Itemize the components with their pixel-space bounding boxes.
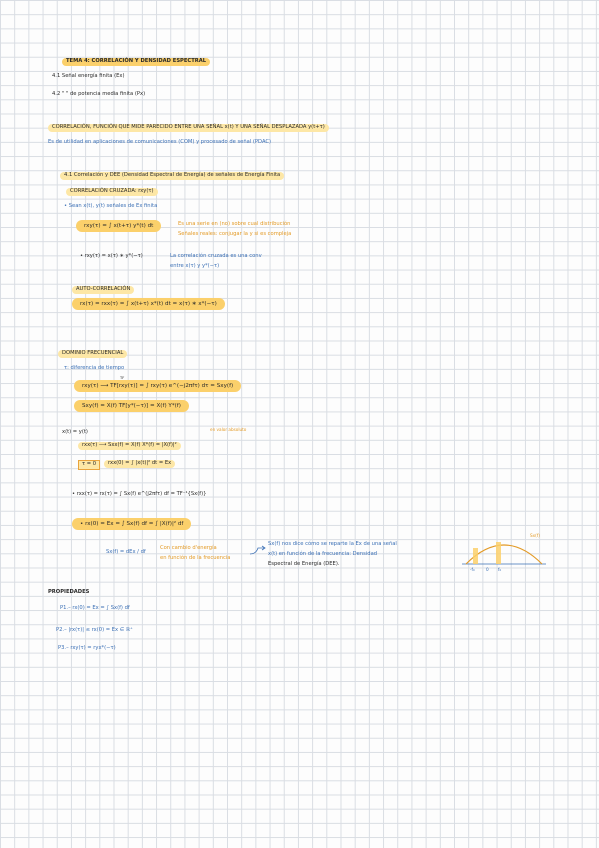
correlation-definition: CORRELACIÓN, FUNCIÓN QUE MIDE PARECIDO ENTRE UNA SEÑAL x(t) Y UNA SEÑAL DESPLAZADA y(t+τ) (48, 124, 329, 132)
cross-correlation-title: CORRELACIÓN CRUZADA: rxy(τ) (66, 188, 158, 196)
band-right (496, 542, 501, 564)
frequency-domain-title: DOMINIO FRECUENCIAL (58, 350, 127, 358)
energy-integral: rxx(0) = ∫ |x(t)|² dt = Ex (104, 460, 175, 468)
property-1: P1.– rx(0) = Ex = ∫ Sx(f) df (60, 605, 130, 611)
cross-correlation-definition: • Sean x(t), y(t) señales de Ex finita (64, 203, 158, 209)
autocorrelation-formula: rx(τ) = rxx(τ) = ∫ x(t+τ) x*(t) dt = x(τ) ∗ x*(−τ) (72, 298, 225, 310)
tick-neg-f0: -f₀ (470, 567, 475, 572)
cross-spectrum-formula: Sxy(f) = X(f) TF[y*(−τ)] = X(f) Y*(f) (74, 400, 189, 412)
dee-derivative: Sx(f) = dEx / df (106, 549, 146, 555)
fourier-cross-correlation (74, 380, 241, 392)
cross-convolution-formula: • rxy(τ) = x(τ) ∗ y*(−τ) (80, 253, 143, 259)
fourier-line: rxy(τ) ⟶ TF[rxy(τ)] = ∫ rxy(τ) e^(−j2πfτ) dτ = Sxy(f) (82, 383, 234, 389)
band-left (473, 548, 478, 564)
parseval-formula: • rx(0) = Ex = ∫ Sx(f) df = ∫ |X(f)|² df (72, 518, 191, 530)
tick-f0: f₀ (498, 567, 502, 572)
property-2: P2.– |rx(τ)| ≤ rx(0) = Ex ∈ ℝ⁺ (56, 627, 133, 633)
condition-x-equals-y: x(t) = y(t) (62, 429, 88, 435)
correlation-usage: Es de utilidad en aplicaciones de comunicaciones (COM) y procesado de señal (PDAC) (48, 139, 272, 145)
page-title: TEMA 4: CORRELACIÓN Y DENSIDAD ESPECTRAL (62, 58, 210, 66)
toc-item-1: 4.1 Señal energía finita (Ex) (52, 73, 125, 79)
autospectrum-formula: rxx(τ) ⟶ Sxx(f) = X(f) X*(f) = |X(f)|² (78, 442, 181, 450)
convolution-note-1: La correlación cruzada es una conv (170, 253, 262, 259)
absolute-value-note: en valor absoluto (210, 427, 247, 432)
dee-explanation-3: Espectral de Energía (DEE). (268, 561, 340, 567)
property-3: P3.– rxy(τ) = ryx*(−τ) (58, 645, 116, 651)
properties-title: PROPIEDADES (48, 589, 90, 595)
dee-explanation-1: Sx(f) nos dice cómo se reparte la Ex de una señal (268, 541, 397, 547)
cross-note-2: Señales reales: conjugar la y si es compleja (178, 231, 292, 237)
dee-explanation-2: x(t) en función de la frecuencia: Densidad (268, 551, 378, 557)
derivative-note-1: Con cambio d'energía (160, 545, 217, 551)
arrow-icon (248, 544, 268, 558)
cross-correlation-formula: rxy(τ) = ∫ x(t+τ) y*(t) dt (76, 220, 161, 232)
convolution-note-2: entre x(τ) y y*(−τ) (170, 263, 220, 269)
section-title-4-1: 4.1 Correlación y DEE (Densidad Espectral de Energía) de señales de Energía Finita (60, 172, 284, 180)
toc-item-2: 4.2 " " de potencia media finita (Px) (52, 91, 146, 97)
cross-note-1: Es una serie en (no) sobre cual distribución (178, 221, 291, 227)
autocorrelation-title: AUTO-CORRELACIÓN (72, 286, 134, 294)
spectrum-label: Sx(f) (530, 533, 540, 538)
tf-arrow-label: TF (120, 376, 125, 380)
derivative-note-2: en función de la frecuencia (160, 555, 231, 561)
tick-zero: 0 (486, 567, 489, 572)
inverse-fourier-formula: • rxx(τ) = rx(τ) = ∫ Sx(f) e^(j2πfτ) df = TF⁻¹{Sx(f)} (72, 491, 207, 497)
tau-note: τ: diferencia de tiempo (64, 365, 125, 371)
tau-zero-box: τ = 0 (78, 460, 100, 470)
